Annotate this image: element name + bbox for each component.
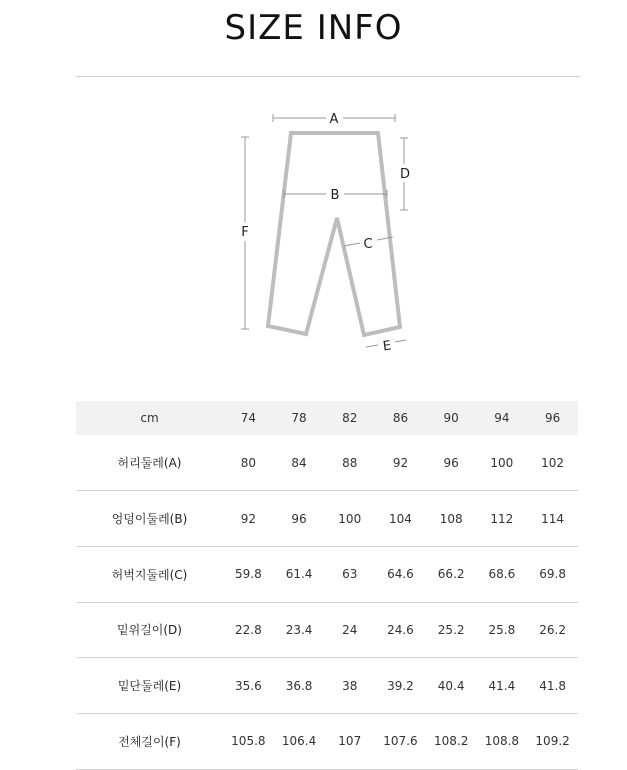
table-cell: 40.4 bbox=[437, 678, 465, 693]
unit-header: cm bbox=[140, 411, 159, 425]
table-cell: 61.4 bbox=[285, 567, 313, 582]
table-row-rise bbox=[76, 602, 578, 658]
table-cell: 109.2 bbox=[535, 734, 570, 749]
table-header-row bbox=[76, 401, 578, 435]
table-cell: 22.8 bbox=[234, 622, 262, 637]
table-row-waist bbox=[76, 435, 578, 491]
row-label: 전체길이(F) bbox=[118, 734, 181, 749]
size-header: 90 bbox=[443, 411, 459, 425]
table-cell: 108 bbox=[439, 511, 463, 526]
title-divider bbox=[76, 76, 580, 77]
table-cell: 24.6 bbox=[387, 622, 414, 637]
table-cell: 114 bbox=[541, 511, 565, 526]
table-cell: 39.2 bbox=[387, 678, 414, 693]
dimension-label-d: D bbox=[399, 167, 411, 182]
size-header: 74 bbox=[240, 411, 256, 425]
table-cell: 66.2 bbox=[437, 567, 465, 582]
table-cell: 23.4 bbox=[285, 622, 313, 637]
table-cell: 102 bbox=[541, 455, 565, 470]
table-row-hem bbox=[76, 658, 578, 714]
table-row-hip bbox=[76, 491, 578, 547]
row-label: 밑단둘레(E) bbox=[117, 679, 182, 694]
table-cell: 100 bbox=[490, 455, 514, 470]
size-header: 86 bbox=[392, 411, 409, 425]
dimension-label-a: A bbox=[329, 112, 339, 127]
row-label: 허리둘레(A) bbox=[117, 456, 182, 471]
size-header: 94 bbox=[494, 411, 510, 425]
table-cell: 96 bbox=[291, 511, 307, 526]
table-cell: 41.4 bbox=[488, 678, 516, 693]
row-label: 밑위길이(D) bbox=[117, 623, 182, 638]
table-row-thigh bbox=[76, 546, 578, 602]
table-cell: 92 bbox=[392, 455, 409, 470]
size-header: 78 bbox=[291, 411, 307, 425]
table-cell: 80 bbox=[240, 455, 256, 470]
table-cell: 41.8 bbox=[539, 678, 566, 693]
dimension-line-e bbox=[366, 345, 378, 347]
table-cell: 68.6 bbox=[488, 567, 516, 582]
table-cell: 25.2 bbox=[437, 622, 465, 637]
dimension-label-b: B bbox=[330, 188, 340, 203]
table-cell: 107 bbox=[338, 734, 362, 749]
table-cell: 88 bbox=[342, 455, 358, 470]
dimension-label-f: F bbox=[241, 225, 249, 240]
table-cell: 64.6 bbox=[387, 567, 414, 582]
table-cell: 25.8 bbox=[488, 622, 516, 637]
table-cell: 92 bbox=[240, 511, 256, 526]
table-cell: 108.2 bbox=[433, 734, 469, 749]
size-table bbox=[76, 401, 578, 770]
table-cell: 26.2 bbox=[539, 622, 566, 637]
row-label: 허벅지둘레(C) bbox=[111, 567, 188, 582]
table-cell: 38 bbox=[342, 678, 358, 693]
table-cell: 108.8 bbox=[484, 734, 520, 749]
table-cell: 36.8 bbox=[285, 678, 313, 693]
pants-size-diagram bbox=[0, 100, 627, 370]
row-label: 엉덩이둘레(B) bbox=[111, 512, 188, 527]
dimension-label-e: E bbox=[381, 338, 393, 355]
table-cell: 100 bbox=[338, 511, 362, 526]
table-cell: 107.6 bbox=[383, 734, 418, 749]
table-cell: 106.4 bbox=[281, 734, 317, 749]
size-header: 96 bbox=[544, 411, 561, 425]
size-header: 82 bbox=[342, 411, 358, 425]
table-cell: 112 bbox=[490, 511, 514, 526]
table-cell: 69.8 bbox=[539, 567, 566, 582]
dimension-label-c: C bbox=[363, 237, 373, 252]
table-cell: 84 bbox=[291, 455, 307, 470]
table-cell: 105.8 bbox=[231, 734, 266, 749]
pants-outline bbox=[268, 133, 400, 335]
table-cell: 104 bbox=[389, 511, 412, 526]
page-title: SIZE INFO bbox=[224, 8, 403, 48]
table-cell: 63 bbox=[342, 567, 358, 582]
table-cell: 59.8 bbox=[234, 567, 262, 582]
table-cell: 24 bbox=[342, 622, 358, 637]
table-cell: 96 bbox=[443, 455, 459, 470]
table-row-length bbox=[76, 713, 578, 769]
table-cell: 35.6 bbox=[234, 678, 262, 693]
